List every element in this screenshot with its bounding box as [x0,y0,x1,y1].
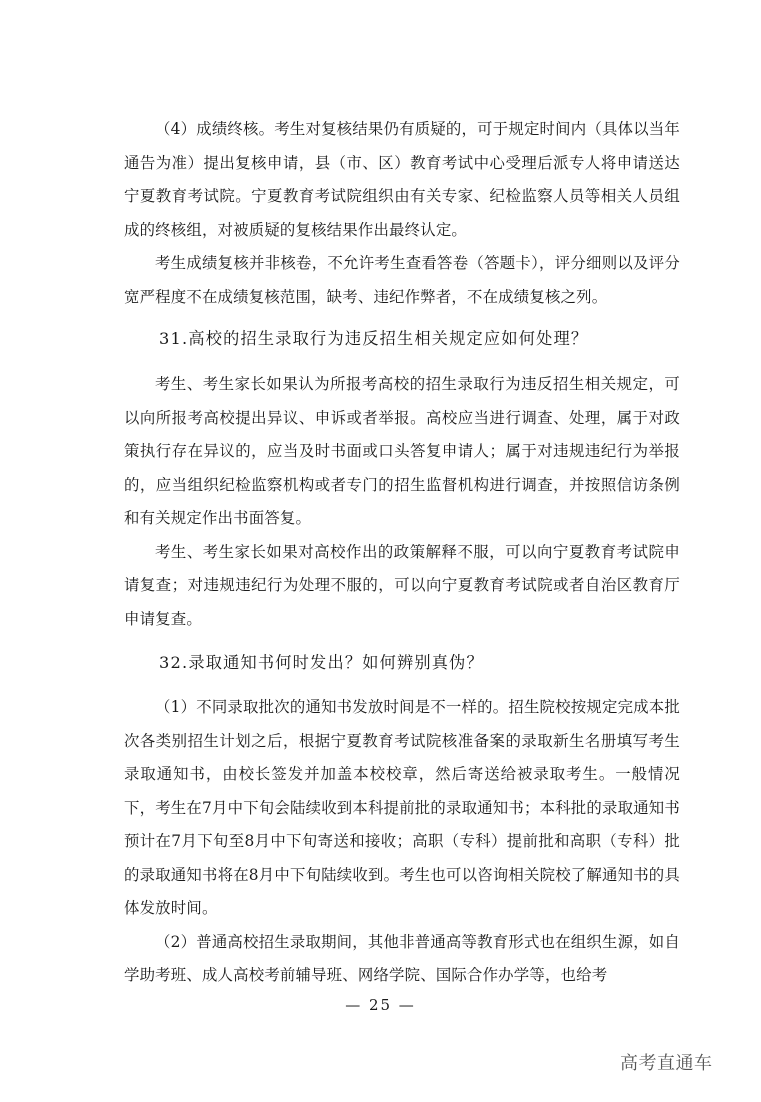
section-32-body [124,691,680,993]
watermark-text: 高考直通车 [620,1053,713,1074]
paragraph-notice-timing: （1）不同录取批次的通知书发放时间是不一样的。招生院校按规定完成本批次各类别招生计划之后，根据宁夏教育考试院核准备案的录取新生名册填写考生录取通知书，由校长签发并加盖本校校章，然后寄送给被录取考生。一般情况下，考生在7月中下旬会陆续收到本科提前批的录取通知书；本科批的录取通知书预计在7月下旬至8月中下旬寄送和接收；高职（专科）提前批和高职（专科）批的录取通知书将在8月中下旬陆续收到。考生也可以咨询相关院校了解通知书的具体发放时间。 [124,698,680,917]
paragraph-reexamination: 考生、考生家长如果对高校作出的政策解释不服，可以向宁夏教育考试院申请复查；对违规违纪行为处理不服的，可以向宁夏教育考试院或者自治区教育厅申请复查。 [124,542,680,628]
section-31-body [124,368,680,636]
section-32-heading: 32.录取通知书何时发出？如何辨别真伪？ [159,653,484,672]
paragraph-score-final-review: （4）成绩终核。考生对复核结果仍有质疑的，可于规定时间内（具体以当年通告为准）提出复核申请，县（市、区）教育考试中心受理后派专人将申请送达宁夏教育考试院。宁夏教育考试院组织由有关专家、纪检监察人员等相关人员组成的终核组，对被质疑的复核结果作出最终认定。 [124,120,680,239]
paragraph-non-regular-education: （2）普通高校招生录取期间，其他非普通高等教育形式也在组织生源，如自学助考班、成人高校考前辅导班、网络学院、国际合作办学等，也给考 [124,932,680,984]
paragraph-review-scope: 考生成绩复核并非核卷，不允许考生查看答卷（答题卡），评分细则以及评分宽严程度不在成绩复核范围，缺考、违纪作弊者，不在成绩复核之列。 [124,254,680,306]
paragraph-appeal-procedure: 考生、考生家长如果认为所报考高校的招生录取行为违反招生相关规定，可以向所报考高校提出异议、申诉或者举报。高校应当进行调查、处理，属于对政策执行存在异议的，应当及时书面或口头答复申请人；属于对违规违纪行为举报的，应当组织纪检监察机构或者专门的招生监督机构进行调查，并按照信访条例和有关规定作出书面答复。 [124,375,680,527]
page-number: — 25 — [345,996,416,1014]
section-31-heading: 31.高校的招生录取行为违反招生相关规定应如何处理？ [159,329,589,348]
section-30-continuation [124,113,680,314]
